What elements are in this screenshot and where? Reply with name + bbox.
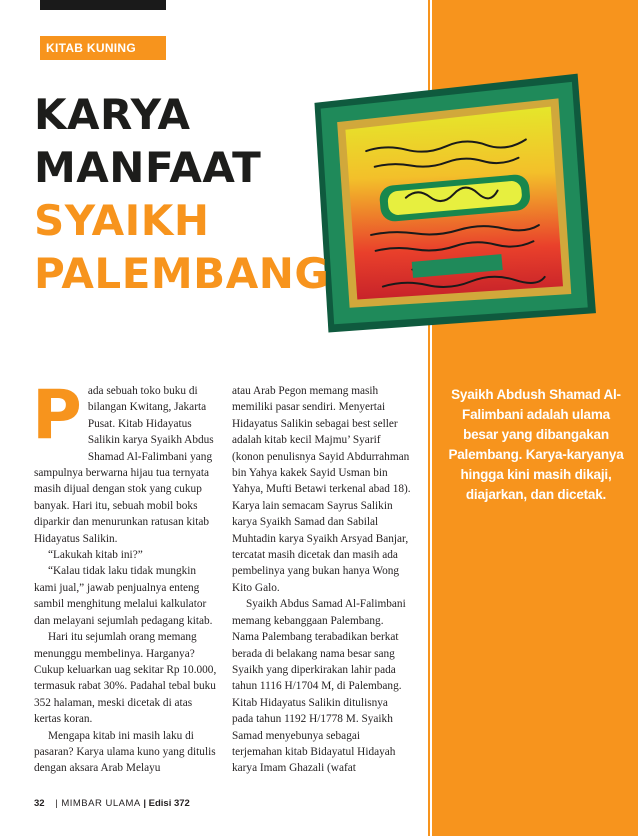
page-number: 32 <box>34 798 45 809</box>
publication-name: | MIMBAR ULAMA <box>55 798 141 809</box>
article-column-1 <box>32 376 220 777</box>
top-accent-bar <box>40 0 166 10</box>
page-footer <box>34 798 190 809</box>
paragraph: Syaikh Abdus Samad Al-Falimbani memang kebanggaan Palembang. Nama Palembang terabadikan berkat berada di belakang nama besar sang Syaikh yang diperkirakan lahir pada tahun 1116 H/1704 M, di Palembang. Kitab Hidayatus Salikin ditulisnya pada tahun 1192 H/1778 M. Syaikh Samad menyebunya sebagai terjemahan kitab Bidayatul Hidayah karya Imam Ghazali (wafat <box>232 598 406 775</box>
paragraph: “Kalau tidak laku tidak mungkin kami jual,” jawab penjualnya enteng sambil menghitung melalui kalkulator dan melayani sejumlah pedagang kitab. <box>34 565 213 627</box>
article-column-2 <box>232 383 412 777</box>
headline <box>34 88 329 300</box>
pull-quote: Syaikh Abdush Shamad Al-Falimbani adalah ulama besar yang dibangakan Palembang. Karya-karyanya hingga kini masih dikaji, diajarkan, dan dicetak. <box>448 387 624 502</box>
headline-line-4: PALEMBANG <box>34 249 330 298</box>
edition-label: | Edisi 372 <box>143 798 190 809</box>
paragraph: “Lakukah kitab ini?” <box>48 549 143 562</box>
headline-line-2: MANFAAT <box>34 143 262 192</box>
book-cover-illustration <box>306 67 605 337</box>
paragraph: ada sebuah toko buku di bilangan Kwitang, Jakarta Pusat. Kitab Hidayatus Salikin karya Syaikh Abdus Shamad Al-Falimbani yang sampulnya berwarna hijau tua ternyata masih dijual dengan stok yang cukup banyak. Hari itu, sebuah mobil boks diparkir dan menurunkan ratusan kitab Hidayatus Salikin. <box>34 385 214 545</box>
paragraph: Hari itu sejumlah orang memang menunggu membelinya. Harganya? Cukup keluarkan uag sekitar Rp 10.000, termasuk rabat 30%. Padahal tebal buku 352 halaman, meski dicetak di atas kertas koran. <box>34 631 217 726</box>
paragraph: Mengapa kitab ini masih laku di pasaran? Karya ulama kuno yang ditulis dengan aksara Arab Melayu <box>34 729 216 775</box>
headline-line-1: KARYA <box>34 90 191 139</box>
paragraph: atau Arab Pegon memang masih memiliki pasar sendiri. Menyertai Hidayatus Salikin sebagai best seller adalah kitab kecil Majmu’ Syarif (konon penulisnya Sayid Abdurrahman bin Yahya kakek Sayid Usman bin Yahya, Mufti Betawi terkenal abad 18). Karya lain semacam Sayrus Salikin karya Syaikh Samad dan Sabilal Muhtadin karya Syaikh Arsyad Banjar, tercatat masih dicetak dan masih ada pembelinya yang bukan hanya Wong Kito Galo. <box>232 385 411 594</box>
headline-line-3: SYAIKH <box>34 196 210 245</box>
drop-cap: P <box>32 376 82 455</box>
section-tag: KITAB KUNING <box>40 36 166 60</box>
